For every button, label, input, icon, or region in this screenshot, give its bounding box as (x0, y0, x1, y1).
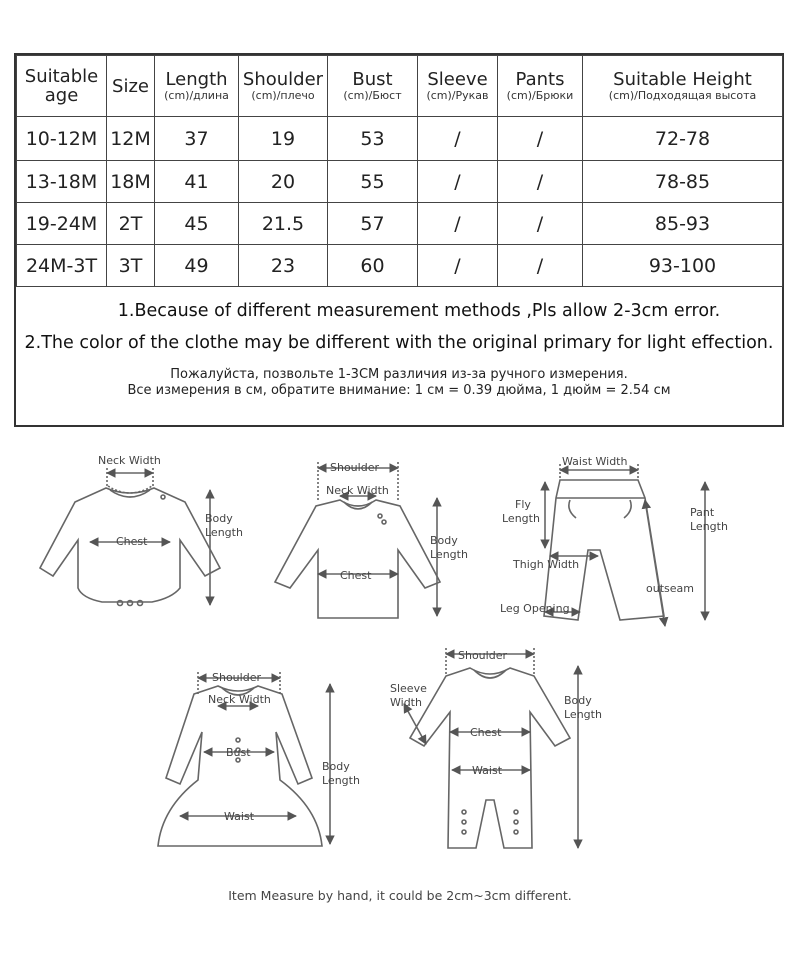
diagram-canvas (0, 440, 800, 880)
pants-fly-label-1: Fly (515, 498, 531, 511)
cell-age: 10-12M (17, 117, 107, 161)
romper-diagram (404, 648, 578, 848)
dress-body-label-2: Length (322, 774, 360, 787)
pants-fly-label-2: Length (502, 512, 540, 525)
pants-leg-label: Leg Opening (500, 602, 570, 615)
cell-length: 37 (155, 117, 239, 161)
romper-body-label-1: Body (564, 694, 592, 707)
bodysuit-body-label-2: Length (205, 526, 243, 539)
cell-shoulder: 20 (239, 161, 328, 203)
cell-shoulder: 19 (239, 117, 328, 161)
cell-length: 45 (155, 203, 239, 245)
romper-chest-label: Chest (470, 726, 502, 739)
notes-section (16, 287, 782, 399)
romper-sleeve-label-2: Width (390, 696, 422, 709)
cell-height: 93-100 (583, 245, 783, 287)
cell-sleeve: / (418, 203, 498, 245)
pants-pant-label-2: Length (690, 520, 728, 533)
cell-height: 78-85 (583, 161, 783, 203)
dress-neck-label: Neck Width (208, 693, 271, 706)
note-russian-error: Пожалуйста, позвольте 1-3CM различия из-за ручного измерения. (170, 367, 628, 382)
cell-size: 3T (107, 245, 155, 287)
table-header-row (17, 56, 783, 117)
dress-shoulder-label: Shoulder (212, 671, 261, 684)
cell-length: 41 (155, 161, 239, 203)
romper-waist-label: Waist (472, 764, 503, 777)
size-chart (14, 53, 784, 427)
shirt-body-label-1: Body (430, 534, 458, 547)
cell-size: 2T (107, 203, 155, 245)
cell-sleeve: / (418, 117, 498, 161)
header-age: Suitable age (17, 56, 107, 117)
pants-thigh-label: Thigh Width (513, 558, 580, 571)
cell-height: 85-93 (583, 203, 783, 245)
cell-bust: 60 (328, 245, 418, 287)
cell-size: 12M (107, 117, 155, 161)
romper-body-label-2: Length (564, 708, 602, 721)
cell-bust: 57 (328, 203, 418, 245)
note-measurement-error: 1.Because of different measurement methods ,Pls allow 2-3cm error. (117, 301, 721, 321)
measurement-diagrams (0, 440, 800, 910)
dress-bust-label: Bust (226, 746, 251, 759)
romper-shoulder-label: Shoulder (458, 649, 507, 662)
size-table-grid (16, 55, 783, 287)
table-row (17, 203, 783, 245)
cell-shoulder: 21.5 (239, 203, 328, 245)
table-row (17, 245, 783, 287)
shirt-neck-label: Neck Width (326, 484, 389, 497)
cell-size: 18M (107, 161, 155, 203)
dress-waist-label: Waist (224, 810, 255, 823)
pants-waist-label: Waist Width (562, 455, 628, 468)
header-sleeve: Sleeve (cm)/Рукав (418, 56, 498, 117)
bodysuit-body-label-1: Body (205, 512, 233, 525)
romper-sleeve-label-1: Sleeve (390, 682, 427, 695)
cell-pants: / (498, 161, 583, 203)
cell-pants: / (498, 117, 583, 161)
shirt-body-label-2: Length (430, 548, 468, 561)
shirt-chest-label: Chest (340, 569, 372, 582)
cell-age: 13-18M (17, 161, 107, 203)
shirt-shoulder-label: Shoulder (330, 461, 379, 474)
pants-outseam-label: outseam (646, 582, 694, 595)
bodysuit-chest-label: Chest (116, 535, 148, 548)
cell-age: 24M-3T (17, 245, 107, 287)
measure-note-footer: Item Measure by hand, it could be 2cm~3cm different. (228, 888, 572, 903)
cell-age: 19-24M (17, 203, 107, 245)
cell-shoulder: 23 (239, 245, 328, 287)
header-bust: Bust (cm)/Бюст (328, 56, 418, 117)
cell-pants: / (498, 203, 583, 245)
cell-sleeve: / (418, 245, 498, 287)
header-height: Suitable Height (cm)/Подходящая высота (583, 56, 783, 117)
cell-pants: / (498, 245, 583, 287)
cell-height: 72-78 (583, 117, 783, 161)
table-row (17, 161, 783, 203)
dress-body-label-1: Body (322, 760, 350, 773)
cell-sleeve: / (418, 161, 498, 203)
table-row (17, 117, 783, 161)
header-shoulder: Shoulder (cm)/плечо (239, 56, 328, 117)
header-pants: Pants (cm)/Брюки (498, 56, 583, 117)
header-size: Size (107, 56, 155, 117)
cell-bust: 53 (328, 117, 418, 161)
cell-length: 49 (155, 245, 239, 287)
header-length: Length (cm)/длина (155, 56, 239, 117)
note-color-difference: 2.The color of the clothe may be different with the original primary for light effection. (24, 333, 774, 353)
cell-bust: 55 (328, 161, 418, 203)
note-russian-units: Все измерения в см, обратите внимание: 1 см = 0.39 дюйма, 1 дюйм = 2.54 см (127, 383, 671, 398)
pants-pant-label-1: Pant (690, 506, 715, 519)
bodysuit-neck-label: Neck Width (98, 454, 161, 467)
